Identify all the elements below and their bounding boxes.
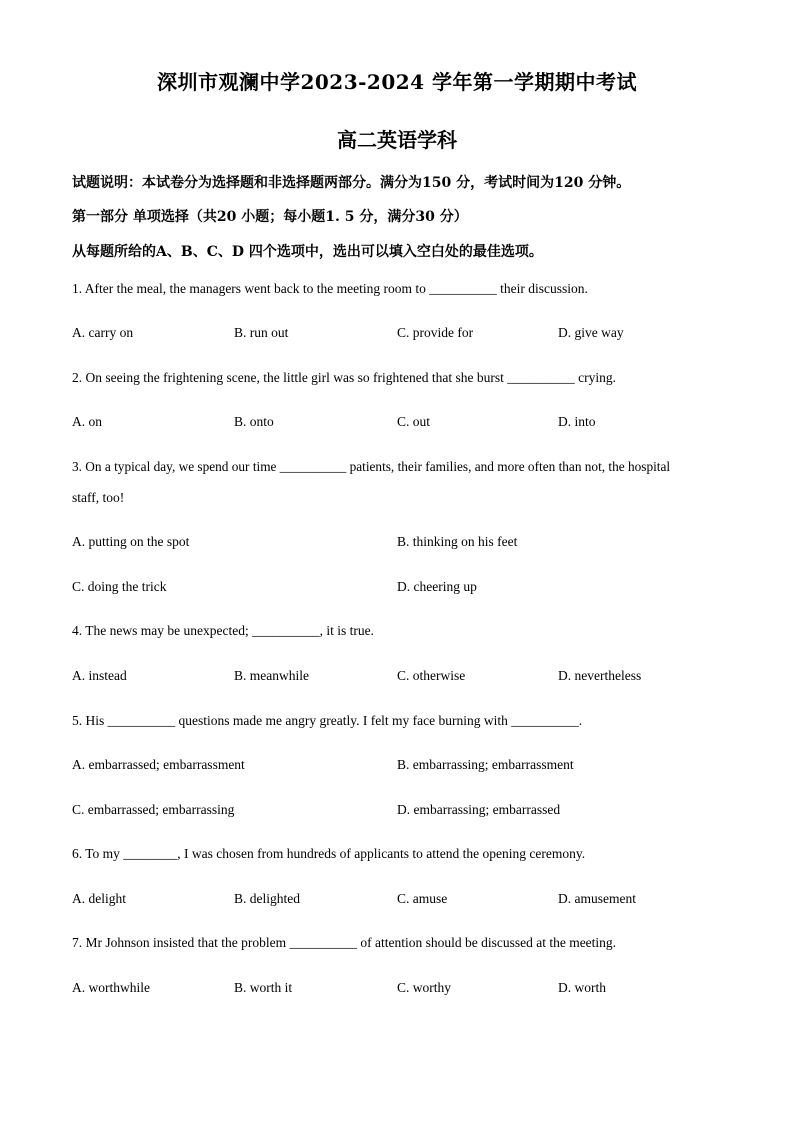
option-a: A. on xyxy=(72,414,102,429)
option-c: C. worthy xyxy=(397,980,451,995)
question-stem: 1. After the meal, the managers went back to the meeting room to __________ their discussion. xyxy=(72,281,588,296)
option-a: A. carry on xyxy=(72,325,134,340)
option-a: A. worthwhile xyxy=(72,980,150,995)
option-d: D. worth xyxy=(558,980,606,995)
option-b: B. run out xyxy=(234,325,289,340)
option-a: A. embarrassed; embarrassment xyxy=(72,757,245,772)
question-stem: 5. His __________ questions made me angry greatly. I felt my face burning with __________. xyxy=(72,713,583,728)
option-b: B. thinking on his feet xyxy=(397,534,518,549)
direction-text: 从每题所给的A、B、C、D 四个选项中，选出可以填入空白处的最佳选项。 xyxy=(72,244,543,260)
option-a: A. putting on the spot xyxy=(72,534,190,549)
question-stem: 2. On seeing the frightening scene, the little girl was so frightened that she burst __________ crying. xyxy=(72,370,617,385)
option-b: B. onto xyxy=(234,414,274,429)
option-c: C. amuse xyxy=(397,891,448,906)
option-c: C. out xyxy=(397,414,431,429)
question-stem: 4. The news may be unexpected; __________, it is true. xyxy=(72,623,374,638)
option-a: A. instead xyxy=(72,668,127,683)
part-heading: 第一部分 单项选择（共20 小题；每小题1. 5 分，满分30 分） xyxy=(72,209,468,225)
question-stem-continued: staff, too! xyxy=(72,490,125,505)
option-c: C. doing the trick xyxy=(72,579,167,594)
option-c: C. embarrassed; embarrassing xyxy=(72,802,235,817)
option-d: D. cheering up xyxy=(397,579,477,594)
option-d: D. amusement xyxy=(558,891,636,906)
option-b: B. delighted xyxy=(234,891,300,906)
option-b: B. embarrassing; embarrassment xyxy=(397,757,574,772)
option-c: C. otherwise xyxy=(397,668,466,683)
option-b: B. worth it xyxy=(234,980,293,995)
question-stem: 7. Mr Johnson insisted that the problem __________ of attention should be discussed at the meeting. xyxy=(72,935,617,950)
question-stem: 6. To my ________, I was chosen from hundreds of applicants to attend the opening ceremony. xyxy=(72,846,586,861)
exam-title: 深圳市观澜中学2023-2024 学年第一学期期中考试 xyxy=(156,70,638,94)
question-stem: 3. On a typical day, we spend our time __________ patients, their families, and more often than not, the hospital xyxy=(72,459,671,474)
option-a: A. delight xyxy=(72,891,126,906)
option-d: D. nevertheless xyxy=(558,668,642,683)
option-d: D. into xyxy=(558,414,596,429)
option-c: C. provide for xyxy=(397,325,474,340)
exam-note: 试题说明：本试卷分为选择题和非选择题两部分。满分为150 分，考试时间为120 分钟。 xyxy=(72,175,631,191)
option-d: D. give way xyxy=(558,325,624,340)
option-d: D. embarrassing; embarrassed xyxy=(397,802,561,817)
option-b: B. meanwhile xyxy=(234,668,309,683)
exam-subject: 高二英语学科 xyxy=(337,128,457,152)
